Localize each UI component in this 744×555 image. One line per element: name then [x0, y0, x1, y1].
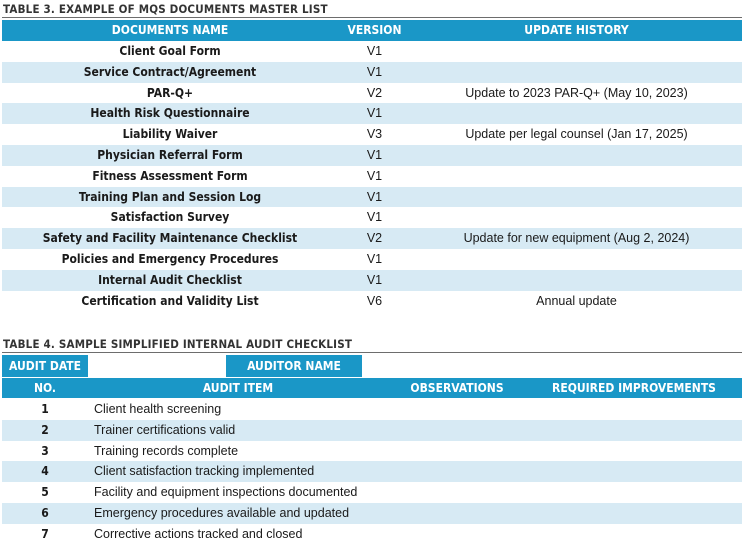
table3-header-history: UPDATE HISTORY — [524, 23, 629, 37]
document-name-cell: Satisfaction Survey — [110, 210, 230, 225]
document-name-cell: Client Goal Form — [119, 44, 221, 58]
audit-item-cell: Training records complete — [94, 443, 239, 458]
version-cell: V1 — [366, 251, 383, 266]
version-cell: V1 — [366, 272, 383, 287]
audit-item-cell: Emergency procedures available and updated — [94, 505, 350, 520]
auditor-name-label: AUDITOR NAME — [226, 355, 362, 377]
audit-item-cell: Corrective actions tracked and closed — [94, 526, 303, 541]
update-history-cell: Update to 2023 PAR-Q+ (May 10, 2023) — [465, 85, 688, 100]
table-row — [2, 103, 742, 124]
document-name-cell: Internal Audit Checklist — [98, 272, 242, 287]
table-row — [2, 83, 742, 104]
table4-caption: TABLE 4. SAMPLE SIMPLIFIED INTERNAL AUDIT CHECKLIST — [3, 337, 353, 351]
audit-date-field[interactable] — [88, 355, 226, 377]
table-row — [2, 461, 742, 482]
document-name-cell: Fitness Assessment Form — [92, 168, 248, 183]
document-name-cell: Certification and Validity List — [81, 293, 259, 308]
audit-number-cell: 7 — [41, 526, 49, 541]
audit-item-cell: Trainer certifications valid — [94, 422, 236, 437]
version-cell: V1 — [366, 168, 383, 183]
document-name-cell: Liability Waiver — [122, 127, 218, 142]
table3-header-version: VERSION — [347, 23, 402, 37]
version-cell: V1 — [366, 210, 383, 225]
table4-header-no: NO. — [33, 381, 57, 395]
document-name-cell: Physician Referral Form — [97, 147, 243, 162]
table-row — [2, 524, 742, 545]
auditor-name-field[interactable] — [362, 355, 742, 377]
audit-info-bar — [2, 355, 742, 377]
table-row — [2, 482, 742, 503]
audit-item-cell: Client health screening — [94, 402, 222, 416]
version-cell: V3 — [366, 127, 383, 142]
table-row — [2, 187, 742, 208]
table-row — [2, 166, 742, 187]
table-row — [2, 270, 742, 291]
table-row — [2, 441, 742, 462]
audit-number-cell: 4 — [41, 464, 49, 479]
document-name-cell: Health Risk Questionnaire — [90, 106, 250, 121]
table3-header — [2, 20, 742, 41]
audit-date-label: AUDIT DATE — [2, 355, 88, 377]
document-name-cell: Safety and Facility Maintenance Checklist — [42, 231, 298, 246]
table4-header-improvements: REQUIRED IMPROVEMENTS — [552, 381, 716, 395]
audit-item-cell: Client satisfaction tracking implemented — [94, 464, 315, 479]
audit-number-cell: 1 — [41, 402, 49, 416]
update-history-cell: Annual update — [536, 293, 617, 308]
document-name-cell: Service Contract/Agreement — [83, 64, 257, 79]
audit-number-cell: 5 — [41, 485, 49, 500]
table-row — [2, 291, 742, 312]
document-name-cell: PAR-Q+ — [146, 85, 194, 100]
version-cell: V2 — [366, 231, 383, 246]
table3-top-rule — [2, 17, 742, 18]
audit-number-cell: 2 — [41, 422, 49, 437]
version-cell: V1 — [366, 147, 383, 162]
table4-top-rule — [2, 352, 742, 353]
version-cell: V2 — [366, 85, 383, 100]
audit-number-cell: 6 — [41, 505, 49, 520]
table4-body — [2, 399, 742, 545]
table-row — [2, 124, 742, 145]
table-row — [2, 399, 742, 420]
table4-header — [2, 378, 742, 398]
audit-item-cell: Facility and equipment inspections documented — [94, 485, 358, 500]
version-cell: V1 — [366, 64, 383, 79]
table-row — [2, 228, 742, 249]
table-row — [2, 62, 742, 83]
audit-number-cell: 3 — [41, 443, 49, 458]
table3-header-document: DOCUMENTS NAME — [111, 23, 229, 37]
version-cell: V6 — [366, 293, 383, 308]
table-row — [2, 249, 742, 270]
version-cell: V1 — [366, 189, 383, 204]
document-name-cell: Training Plan and Session Log — [78, 189, 262, 204]
update-history-cell: Update per legal counsel (Jan 17, 2025) — [465, 127, 688, 142]
table-row — [2, 145, 742, 166]
table-row — [2, 420, 742, 441]
table4-header-observations: OBSERVATIONS — [410, 381, 504, 395]
document-name-cell: Policies and Emergency Procedures — [61, 251, 279, 266]
table4-header-item: AUDIT ITEM — [202, 381, 274, 395]
table3-body — [2, 41, 742, 311]
version-cell: V1 — [366, 106, 383, 121]
table-row — [2, 503, 742, 524]
version-cell: V1 — [366, 44, 383, 58]
table3-caption: TABLE 3. EXAMPLE OF MQS DOCUMENTS MASTER LIST — [3, 2, 328, 16]
update-history-cell: Update for new equipment (Aug 2, 2024) — [463, 231, 690, 246]
table-row — [2, 41, 742, 62]
table-row — [2, 207, 742, 228]
